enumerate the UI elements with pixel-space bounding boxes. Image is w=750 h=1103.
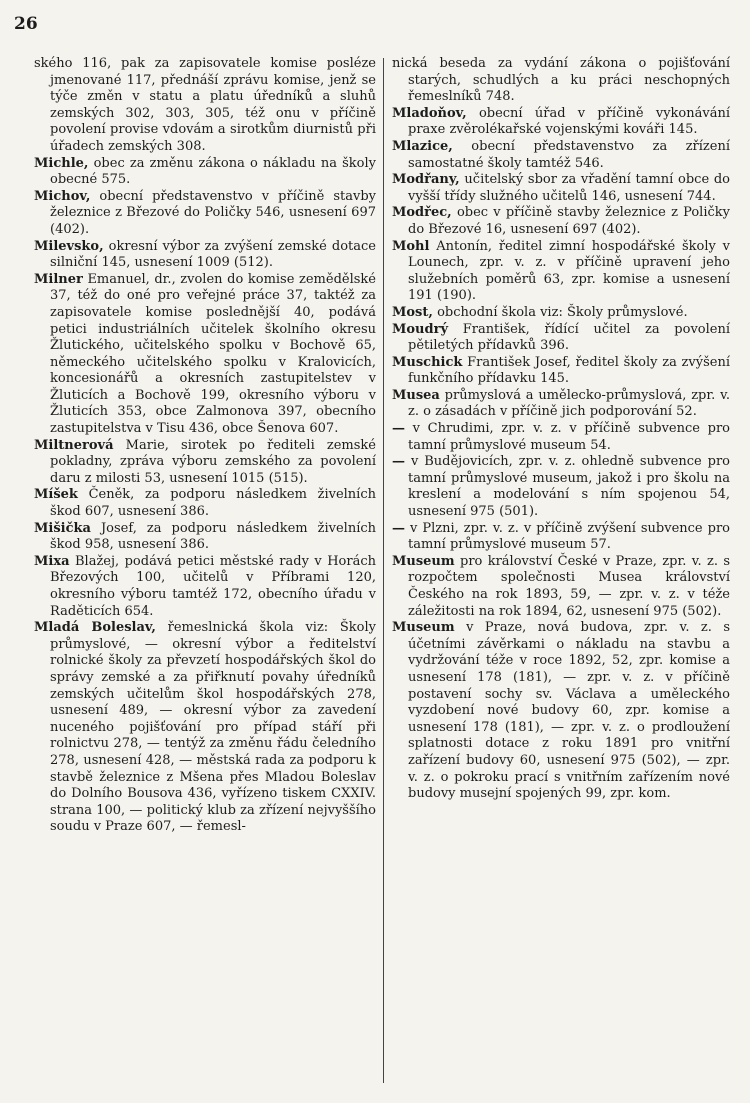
- index-entry: [392, 521, 730, 554]
- entry-text: okresní výbor za zvýšení zemské dotace silniční 145, usnesení 1009 (512).: [50, 238, 376, 271]
- entry-heading: Michle,: [34, 155, 89, 171]
- index-entry: [392, 139, 730, 172]
- index-entry: [392, 421, 730, 454]
- entry-heading: —: [392, 520, 405, 536]
- entry-heading: Most,: [392, 304, 433, 320]
- entry-text: František Josef, ředitel školy za zvýšení funkčního přídavku 145.: [408, 354, 730, 387]
- entry-heading: Modřany,: [392, 172, 460, 188]
- index-entry: [392, 305, 730, 322]
- entry-heading: Mladá Boleslav,: [34, 620, 156, 636]
- left-column: [34, 56, 376, 836]
- entry-text: Josef, za podporu následkem živelních škod 958, usnesení 386.: [50, 520, 376, 553]
- entry-heading: Michov,: [34, 188, 91, 204]
- entry-text: obec za změnu zákona o nákladu na školy obecné 575.: [50, 155, 376, 188]
- entry-text: ského 116, pak za zapisovatele komise posléze jmenované 117, přednáší zprávu komise, jenž se týče změn v statu a platu úředníků a sluhů zemských 302, 303, 305, též onu v příčině povolení provise vdovám a sirotkům diurnistů při úřadech zemských 308.: [34, 56, 376, 154]
- entry-text: František, řídící učitel za povolení pětiletých přídavků 396.: [408, 321, 730, 354]
- index-entry: [392, 355, 730, 388]
- index-entry: [34, 554, 376, 620]
- index-entry: [392, 322, 730, 355]
- entry-heading: Mladoňov,: [392, 105, 467, 121]
- index-entry: [392, 620, 730, 803]
- entry-heading: Mišička: [34, 520, 91, 536]
- right-column: [392, 56, 730, 803]
- entry-text: učitelský sbor za vřadění tamní obce do vyšší třídy služného učitelů 146, usnesení 744.: [408, 172, 730, 204]
- entry-heading: —: [392, 421, 405, 437]
- index-entry: [392, 172, 730, 205]
- entry-heading: Mlazice,: [392, 138, 453, 154]
- entry-text: obecní úřad v příčině vykonávání praxe zvěrolékařské vojenskými kováři 145.: [408, 105, 730, 138]
- index-entry: [392, 454, 730, 520]
- index-entry: [34, 56, 376, 156]
- entry-text: v Plzni, zpr. v. z. v příčině zvýšení subvence pro tamní průmyslové museum 57.: [408, 520, 730, 553]
- entry-heading: Mohl: [392, 238, 430, 254]
- entry-heading: Modřec,: [392, 205, 452, 221]
- entry-text: pro království České v Praze, zpr. v. z. s rozpočtem společnosti Musea království Českého na rok 1893, 59, — zpr. v. z. v téže záležitosti na rok 1894, 62, usnesení 975 (502).: [408, 553, 731, 619]
- entry-text: Čeněk, za podporu následkem živelních škod 607, usnesení 386.: [50, 487, 376, 520]
- entry-heading: Miltnerová: [34, 437, 114, 453]
- entry-text: v Praze, nová budova, zpr. v. z. s účetními závěrkami o nákladu na stavbu a vydržování téže v roce 1892, 52, zpr. komise a usnesení 178 (181), — zpr. v. z. v příčině postavení sochy sv. Václava a uměleckého vyzdobení nové budovy 60, zpr. komise a usnesení 178 (181), — zpr. v. z. o prodloužení splatnosti dotace z roku 1891 pro vnitřní zařízení budovy 60, usnesení 975 (502), — zpr. v. z. o pokroku prací s vnitřním zařízením nové budovy musejní spojených 99, zpr. kom.: [408, 620, 730, 802]
- index-entry: [34, 189, 376, 239]
- entry-text: Marie, sirotek po řediteli zemské pokladny, zpráva výboru zemského za povolení daru z milosti 53, usnesení 1015 (515).: [50, 437, 376, 486]
- index-entry: [34, 487, 376, 520]
- index-entry: [392, 106, 730, 139]
- entry-heading: Muschick: [392, 354, 463, 370]
- entry-text: Emanuel, dr., zvolen do komise zemědělské 37, též do oné pro veřejné práce 37, taktéž za zapisovatele komise poslednější 40, podává petici industriálních učitelek školního okresu Žlutického, učitelského spolku v Bochově 65, německého učitelského spolku v Kralovicích, koncesionářů a okresních zastupitelstev v Žluticích a Bochově 199, okresního výboru v Žluticích 353, obce Zalmonova 397, obecního zastupitelstva v Tisu 436, obce Šenova 607.: [50, 271, 376, 437]
- entry-heading: Museum: [392, 553, 455, 569]
- entry-heading: Míšek: [34, 487, 78, 503]
- entry-text: v Chrudimi, zpr. v. z. v příčině subvence pro tamní průmyslové museum 54.: [408, 421, 730, 453]
- index-entry: [392, 205, 730, 238]
- entry-text: Antonín, ředitel zimní hospodářské školy v Lounech, zpr. v. z. v příčině upravení jeho služebních poměrů 63, zpr. komise a usnesení 191 (190).: [408, 238, 730, 304]
- index-entry: [392, 56, 730, 106]
- index-entry: [34, 156, 376, 189]
- index-entry: [392, 388, 730, 421]
- entry-heading: Musea: [392, 387, 440, 403]
- index-entry: [34, 521, 376, 554]
- entry-heading: Milevsko,: [34, 238, 104, 254]
- entry-text: obecní představenstvo v příčině stavby železnice z Březové do Poličky 546, usnesení 697 (402).: [50, 188, 376, 237]
- entry-text: obchodní škola viz: Školy průmyslové.: [437, 304, 688, 320]
- entry-heading: Moudrý: [392, 321, 449, 337]
- entry-heading: Milner: [34, 271, 83, 287]
- index-entry: [34, 620, 376, 836]
- entry-text: nická beseda za vydání zákona o pojišťování starých, schudlých a ku práci neschopných řemeslníků 748.: [392, 56, 730, 105]
- entry-text: v Budějovicích, zpr. v. z. ohledně subvence pro tamní průmyslové museum, jakož i pro školu na kreslení a modelování s ním spojenou 54, usnesení 975 (501).: [408, 454, 730, 520]
- index-entry: [34, 438, 376, 488]
- entry-text: průmyslová a umělecko-průmyslová, zpr. v. z. o zásadách v příčině jich podporování 52.: [408, 387, 730, 420]
- entry-text: obecní představenstvo za zřízení samostatné školy tamtéž 546.: [408, 138, 730, 171]
- entry-heading: —: [392, 454, 405, 470]
- column-divider: [383, 58, 384, 1083]
- index-entry: [34, 272, 376, 438]
- entry-text: Blažej, podává petici městské rady v Horách Březových 100, učitelů v Příbrami 120, okresního výboru tamtéž 172, obecního úřadu v Raděticích 654.: [50, 553, 376, 619]
- index-entry: [392, 239, 730, 305]
- entry-text: obec v příčině stavby železnice z Poličky do Březové 16, usnesení 697 (402).: [408, 205, 730, 237]
- index-entry: [392, 554, 730, 620]
- page-number: 26: [14, 14, 38, 34]
- entry-heading: Museum: [392, 620, 455, 636]
- index-entry: [34, 239, 376, 272]
- entry-heading: Mixa: [34, 553, 70, 569]
- entry-text: řemeslnická škola viz: Školy průmyslové, — okresní výbor a ředitelství rolnické školy za převzetí hospodářských škol do správy zemské a za přiřknutí povahy úředníků zemských učitelům škol hospodářských 278, usnesení 489, — okresní výbor za zavedení nuceného pojišťování pro případ stáří při rolnictvu 278, — tentýž za změnu řádu čeledního 278, usnesení 428, — městská rada za podporu k stavbě železnice z Mšena přes Mladou Boleslav do Dolního Bousova 436, vyřízeno tiskem CXXIV. strana 100, — politický klub za zřízení nejvyššího soudu v Praze 607, — řemesl-: [50, 620, 376, 835]
